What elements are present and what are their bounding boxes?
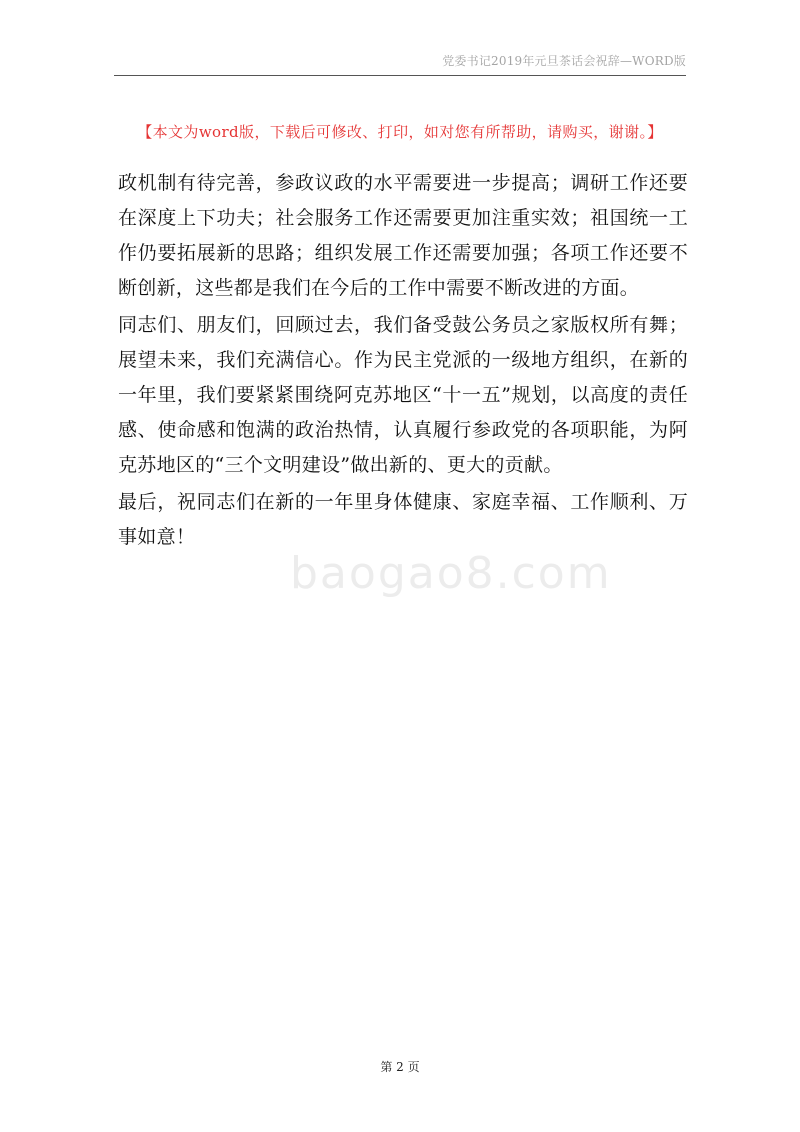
paragraph-2: 同志们、朋友们，回顾过去，我们备受鼓公务员之家版权所有舞；展望未来，我们充满信心。作为民主党派的一级地方组织，在新的一年里，我们要紧紧围绕阿克苏地区“十一五”规划，以高度的责任感、使命感和饱满的政治热情，认真履行参政党的各项职能，为阿克苏地区的“三个文明建设”做出新的、更大的贡献。 bbox=[118, 314, 688, 476]
header-divider bbox=[114, 75, 686, 76]
paragraph-3: 最后，祝同志们在新的一年里身体健康、家庭幸福、工作顺利、万事如意！ bbox=[118, 491, 688, 548]
paragraph-1: 政机制有待完善，参政议政的水平需要进一步提高；调研工作还要在深度上下功夫；社会服务工作还需要更加注重实效；祖国统一工作仍要拓展新的思路；组织发展工作还需要加强；各项工作还要不断创新，这些都是我们在今后的工作中需要不断改进的方面。 bbox=[118, 172, 688, 299]
body-text bbox=[118, 166, 688, 557]
watermark: baogao8.com bbox=[290, 548, 612, 599]
purchase-notice: 【本文为word版，下载后可修改、打印，如对您有所帮助，请购买，谢谢。】 bbox=[137, 123, 663, 141]
page-header-title: 党委书记2019年元旦茶话会祝辞—WORD版 bbox=[442, 54, 686, 68]
page-number: 第 2 页 bbox=[380, 1060, 420, 1074]
